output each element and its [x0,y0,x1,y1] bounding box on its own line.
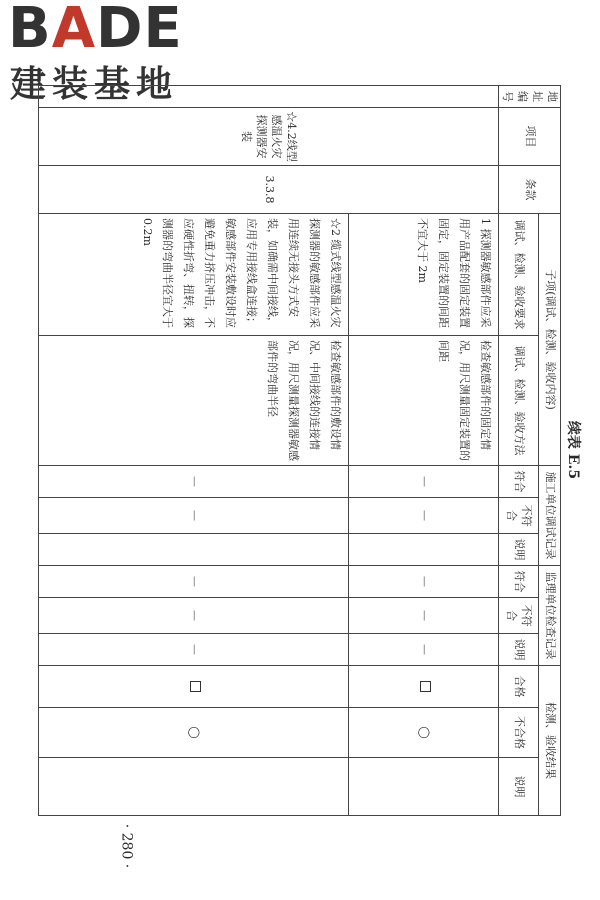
header-item: 项目 [498,108,560,166]
c-note-2 [38,534,348,566]
pass-1 [348,666,498,708]
logo-wordmark: BADE [8,0,183,61]
s-nonconform-2: — [38,598,348,634]
table-caption: 续表 E.5 [565,420,581,480]
header-s-note: 说明 [498,634,538,666]
bade-logo [6,0,196,105]
header-s-conform: 符合 [498,566,538,598]
pass-checkbox [190,681,201,692]
s-conform-1: — [348,566,498,598]
c-nonconform-1: — [348,498,498,534]
clause-cell: 3.3.8 [38,166,498,214]
r-note-1 [348,758,498,816]
req-1: 1 探测器敏感部件应采用产品配套的固定装置固定，固定装置的间距不宜大于 2m [348,214,498,336]
s-conform-2: — [38,566,348,598]
table-row [348,86,498,816]
inspection-table [38,85,561,816]
header-contractor: 施工单位调试记录 [538,466,560,566]
header-pass: 合格 [498,666,538,708]
item-cell: ☆4.2线型感温火灾探测器安装 [38,108,498,166]
page-number: · 280 · [118,823,135,869]
header-c-nonconform: 不符合 [498,498,538,534]
header-method: 调试、检测、验收方法 [498,336,538,466]
site-cell [38,86,498,108]
header-supervisor: 监理单位检查记录 [538,566,560,666]
fail-2: ◯ [38,708,348,758]
header-c-note: 说明 [498,534,538,566]
header-c-conform: 符合 [498,466,538,498]
header-r-note: 说明 [498,758,538,816]
header-site: 地址编号 [498,86,560,108]
r-note-2 [38,758,348,816]
s-note-2: — [38,634,348,666]
fail-1: ◯ [348,708,498,758]
header-req: 调试、检测、验收要求 [498,214,538,336]
logo-chinese: 建装基地 [10,64,179,105]
header-result: 检测、验收结果 [538,666,560,816]
method-1: 检查敏感部件的固定情况，用尺测量固定装置的间距 [348,336,498,466]
header-fail: 不合格 [498,708,538,758]
method-2: 检查敏感部件的敷设情况、中间接线的连接情况，用尺测量探测器敏感部件的弯曲半径 [38,336,348,466]
s-nonconform-1: — [348,598,498,634]
pass-checkbox [420,681,431,692]
header-s-nonconform: 不符合 [498,598,538,634]
req-2: ☆2 缆式线型感温火灾探测器的敏感部件应采用连续无接头方式安装，如确需中间接线，应用专用接线盒连接；敏感部件安装敷设时应避免重力挤压冲击，不应硬性折弯、扭转，探测器的弯曲半径宜大于 0.2m [38,214,348,336]
c-conform-2: — [38,466,348,498]
c-nonconform-2: — [38,498,348,534]
c-note-1 [348,534,498,566]
pass-2 [38,666,348,708]
c-conform-1: — [348,466,498,498]
header-sub: 子项(调试、检测、验收内容) [538,214,560,466]
rotated-table-block [15,85,585,815]
header-clause: 条款 [498,166,560,214]
s-note-1: — [348,634,498,666]
